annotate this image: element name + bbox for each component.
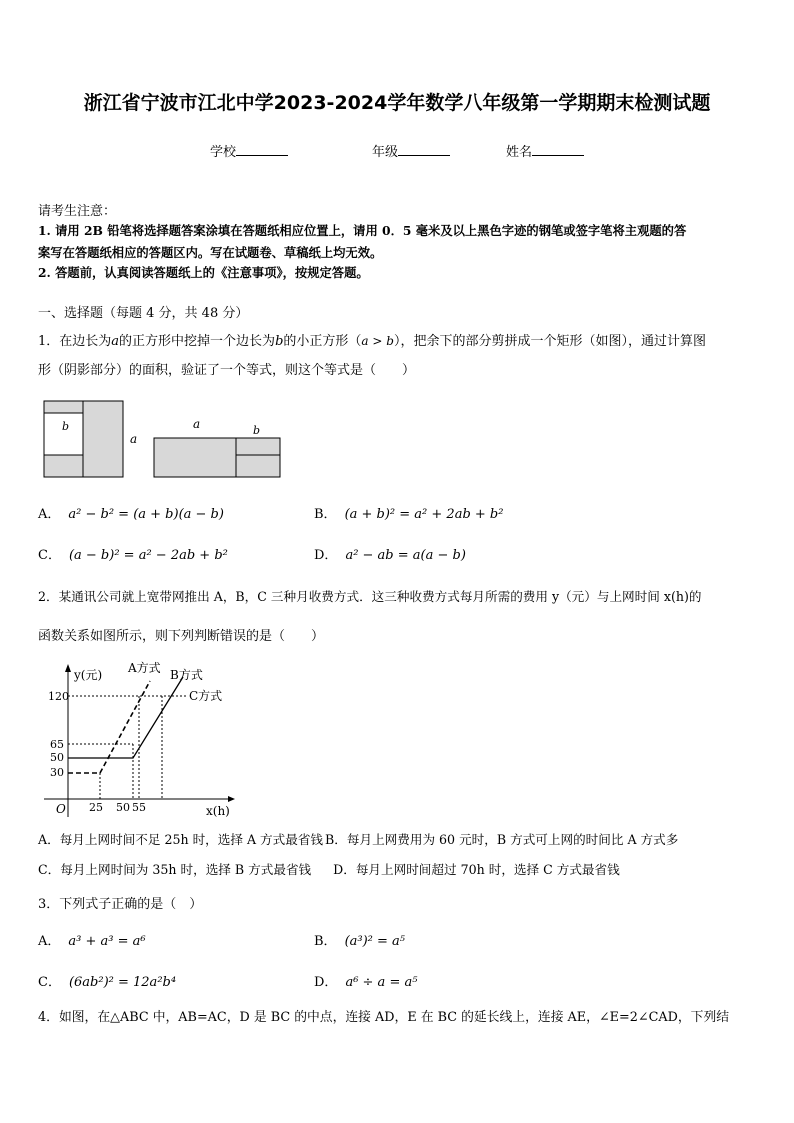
ytick-50: 50 [50, 751, 64, 764]
label-a: A方式 [128, 661, 161, 675]
notice-line-1: 1. 请用 2B 铅笔将选择题答案涂填在答题纸相应位置上，请用 0．5 毫米及以上黑色字迹的钢笔或签字笔将主观题的答 [38, 223, 687, 238]
y-axis-label: y(元) [74, 668, 103, 682]
origin-label: O [56, 802, 66, 816]
q3-option-d[interactable]: D． a⁶ ÷ a = a⁵ [314, 975, 418, 990]
q2-option-b[interactable]: B．每月上网费用为 60 元时，B 方式可上网的时间比 A 方式多 [325, 832, 679, 847]
q2-stem-line-2: 函数关系如图所示，则下列判断错误的是（ ） [38, 629, 325, 644]
q1-stem-line-1: 1．在边长为a的正方形中挖掉一个边长为b的小正方形（a > b），把余下的部分剪拼成一个矩形（如图），通过计算图 [38, 334, 706, 349]
q2-option-d[interactable]: D．每月上网时间超过 70h 时，选择 C 方式最省钱 [333, 862, 620, 877]
school-field: 学校 [210, 141, 288, 160]
notice-heading: 请考生注意： [38, 204, 117, 219]
label-c: C方式 [189, 689, 223, 703]
series-b-line [68, 677, 183, 758]
q1-option-a[interactable]: A． a² − b² = (a + b)(a − b) [38, 507, 224, 522]
section-heading: 一、选择题（每题 4 分，共 48 分） [38, 306, 249, 321]
fig-label-b: b [62, 420, 70, 433]
x-axis-label: x(h) [206, 804, 230, 818]
fig-label-a2: a [193, 417, 201, 431]
grade-field: 年级 [372, 141, 450, 160]
q3-option-b[interactable]: B． (a³)² = a⁵ [314, 934, 405, 949]
ytick-65: 65 [50, 738, 64, 751]
page-title: 浙江省宁波市江北中学2023-2024学年数学八年级第一学期期末检测试题 [83, 92, 711, 114]
label-b: B方式 [170, 668, 203, 682]
notice-line-2: 2. 答题前，认真阅读答题纸上的《注意事项》，按规定答题。 [38, 265, 369, 280]
q1-figure [38, 395, 298, 485]
q2-chart [38, 657, 248, 822]
q2-option-c[interactable]: C．每月上网时间为 35h 时，选择 B 方式最省钱 D．每月上网时间超过 70h 时，选择 C 方式最省钱 [38, 862, 620, 877]
name-field: 姓名 [506, 141, 584, 160]
xtick-55: 55 [132, 801, 146, 814]
fig-label-b2: b [253, 424, 261, 437]
q3-option-a[interactable]: A． a³ + a³ = a⁶ [38, 934, 146, 949]
q2-option-a[interactable]: A．每月上网时间不足 25h 时，选择 A 方式最省钱 B．每月上网费用为 60 元时，B 方式可上网的时间比 A 方式多 [38, 832, 679, 847]
ytick-30: 30 [50, 766, 64, 779]
q4-stem-line-1: 4．如图，在△ABC 中，AB=AC，D 是 BC 的中点，连接 AD，E 在 BC 的延长线上，连接 AE，∠E=2∠CAD，下列结 [38, 1010, 730, 1025]
series-a-line [68, 681, 150, 773]
q1-stem-line-2: 形（阴影部分）的面积，验证了一个等式，则这个等式是（ ） [38, 363, 416, 378]
q3-option-c[interactable]: C． (6ab²)² = 12a²b⁴ [38, 975, 177, 990]
q1-option-c[interactable]: C． (a − b)² = a² − 2ab + b² [38, 548, 228, 563]
xtick-50: 50 [116, 801, 130, 814]
q3-stem: 3．下列式子正确的是（ ） [38, 897, 203, 912]
q2-stem-line-1: 2．某通讯公司就上宽带网推出 A，B，C 三种月收费方式．这三种收费方式每月所需的费用 y（元）与上网时间 x(h)的 [38, 589, 702, 604]
ytick-120: 120 [48, 690, 69, 703]
fig-label-a: a [130, 432, 138, 446]
q1-option-d[interactable]: D． a² − ab = a(a − b) [314, 548, 466, 563]
q1-option-b[interactable]: B． (a + b)² = a² + 2ab + b² [314, 507, 504, 522]
notice-line-1b: 案写在答题纸相应的答题区内。写在试题卷、草稿纸上均无效。 [38, 245, 383, 260]
xtick-25: 25 [89, 801, 103, 814]
